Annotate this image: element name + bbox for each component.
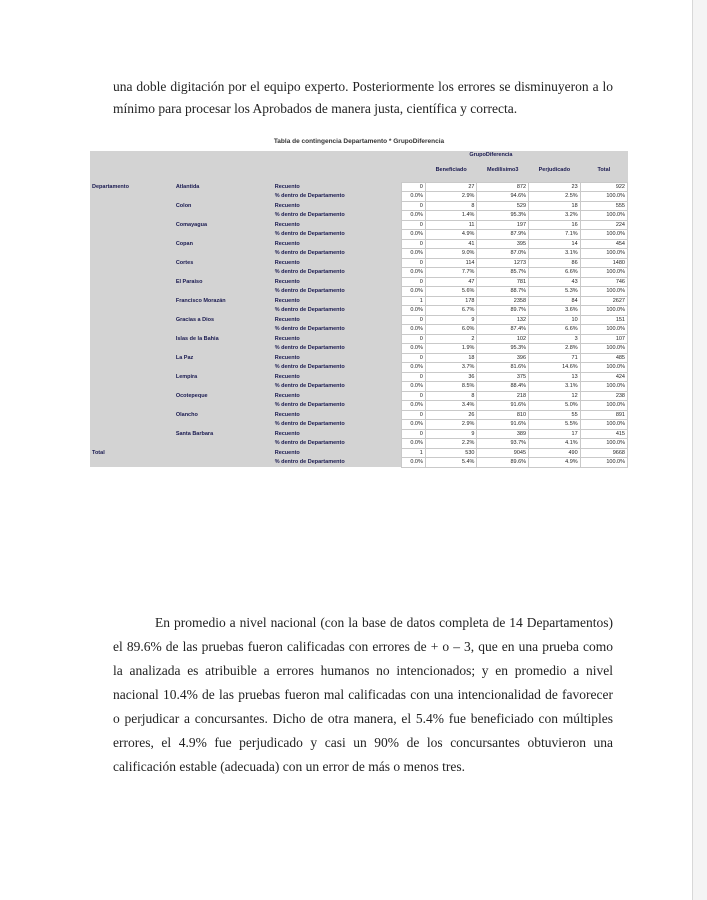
table-title: Tabla de contingencia Departamento * GrupoDiferencia — [273, 138, 445, 145]
table-cell: 7.7% — [425, 268, 477, 278]
department-name-blank — [174, 401, 273, 411]
table-cell: 0.0% — [402, 230, 426, 240]
table-cell: 0 — [402, 334, 426, 344]
stat-label: Recuento — [273, 277, 402, 287]
table-cell: 238 — [580, 391, 627, 401]
row-label-blank — [90, 353, 174, 363]
department-name-blank — [174, 287, 273, 297]
table-row — [90, 201, 628, 211]
table-cell: 87.9% — [477, 230, 529, 240]
table-cell: 18 — [425, 353, 477, 363]
table-row — [90, 334, 628, 344]
table-cell: 16 — [529, 220, 581, 230]
table-cell: 100.0% — [580, 230, 627, 240]
table-row — [90, 268, 628, 278]
row-label-blank — [90, 211, 174, 221]
table-cell: 100.0% — [580, 420, 627, 430]
stat-label: % dentro de Departamento — [273, 192, 402, 202]
table-cell: 47 — [425, 277, 477, 287]
table-cell: 0.0% — [402, 268, 426, 278]
table-cell: 0.0% — [402, 382, 426, 392]
table-body — [90, 182, 628, 467]
table-cell: 14 — [529, 239, 581, 249]
row-label-blank — [90, 277, 174, 287]
table-cell: 0.0% — [402, 192, 426, 202]
table-cell: 218 — [477, 391, 529, 401]
table-row — [90, 372, 628, 382]
row-label-blank — [90, 334, 174, 344]
table-row — [90, 325, 628, 335]
department-name-blank — [174, 363, 273, 373]
table-cell: 0.0% — [402, 344, 426, 354]
table-cell: 100.0% — [580, 382, 627, 392]
table-cell: 485 — [580, 353, 627, 363]
stat-label: % dentro de Departamento — [273, 344, 402, 354]
table-cell: 12 — [529, 391, 581, 401]
table-row — [90, 401, 628, 411]
table-row — [90, 344, 628, 354]
row-label-blank — [90, 391, 174, 401]
table-cell: 530 — [425, 448, 477, 458]
table-cell: 0 — [402, 315, 426, 325]
table-cell: 1480 — [580, 258, 627, 268]
table-row — [90, 230, 628, 240]
department-name-blank — [174, 344, 273, 354]
table-cell: 1 — [402, 296, 426, 306]
table-cell: 100.0% — [580, 287, 627, 297]
table-cell: 3.1% — [529, 249, 581, 259]
row-label-blank — [90, 306, 174, 316]
table-row — [90, 211, 628, 221]
table-cell: 2.2% — [425, 439, 477, 449]
table-cell: 95.3% — [477, 344, 529, 354]
stat-label: % dentro de Departamento — [273, 439, 402, 449]
table-cell: 1.4% — [425, 211, 477, 221]
table-row — [90, 420, 628, 430]
row-label-blank — [90, 315, 174, 325]
department-name-blank — [174, 306, 273, 316]
row-label-blank — [90, 239, 174, 249]
row-label-blank — [90, 268, 174, 278]
contingency-table — [90, 151, 628, 468]
table-cell: 87.0% — [477, 249, 529, 259]
department-name-blank — [174, 249, 273, 259]
table-cell: 132 — [477, 315, 529, 325]
department-name: Olancho — [174, 410, 273, 420]
row-label-blank — [90, 372, 174, 382]
table-cell: 41 — [425, 239, 477, 249]
table-row — [90, 353, 628, 363]
row-label-blank — [90, 439, 174, 449]
department-name: Francisco Morazán — [174, 296, 273, 306]
table-header-row-group — [90, 151, 628, 160]
table-cell: 114 — [425, 258, 477, 268]
table-cell: 555 — [580, 201, 627, 211]
table-cell: 85.7% — [477, 268, 529, 278]
table-row — [90, 448, 628, 458]
table-cell: 529 — [477, 201, 529, 211]
table-cell: 424 — [580, 372, 627, 382]
table-cell: 89.7% — [477, 306, 529, 316]
table-cell: 0 — [402, 372, 426, 382]
stat-label: Recuento — [273, 315, 402, 325]
table-row — [90, 429, 628, 439]
stat-label: Recuento — [273, 353, 402, 363]
table-cell: 0 — [402, 410, 426, 420]
stat-label: % dentro de Departamento — [273, 401, 402, 411]
table-cell: 94.6% — [477, 192, 529, 202]
page-edge — [692, 0, 693, 900]
table-cell: 4.1% — [529, 439, 581, 449]
stat-label: Recuento — [273, 448, 402, 458]
table-header-row-columns — [90, 160, 628, 183]
table-cell: 0 — [402, 182, 426, 192]
table-cell: 2.9% — [425, 420, 477, 430]
table-cell: 0.0% — [402, 306, 426, 316]
table-cell: 810 — [477, 410, 529, 420]
table-cell: 9668 — [580, 448, 627, 458]
table-cell: 95.3% — [477, 211, 529, 221]
table-cell: 4.9% — [425, 230, 477, 240]
table-cell: 17 — [529, 429, 581, 439]
table-cell: 7.1% — [529, 230, 581, 240]
table-cell: 87.4% — [477, 325, 529, 335]
table-cell: 872 — [477, 182, 529, 192]
department-name: Cortes — [174, 258, 273, 268]
department-name: Gracias a Dios — [174, 315, 273, 325]
stat-label: % dentro de Departamento — [273, 382, 402, 392]
table-row — [90, 410, 628, 420]
table-row — [90, 192, 628, 202]
table-cell: 91.6% — [477, 420, 529, 430]
table-cell: 14.6% — [529, 363, 581, 373]
table-row — [90, 458, 628, 468]
table-cell: 1 — [402, 448, 426, 458]
table-cell: 454 — [580, 239, 627, 249]
department-name: Ocotepeque — [174, 391, 273, 401]
row-label-blank — [90, 325, 174, 335]
body-paragraph — [113, 611, 613, 779]
table-cell: 197 — [477, 220, 529, 230]
department-name-blank — [174, 211, 273, 221]
table-cell: 3 — [529, 334, 581, 344]
department-name-blank — [174, 458, 273, 468]
table-cell: 0.0% — [402, 458, 426, 468]
table-cell: 13 — [529, 372, 581, 382]
department-name: Lempira — [174, 372, 273, 382]
table-cell: 0.0% — [402, 420, 426, 430]
row-label-blank — [90, 410, 174, 420]
table-cell: 891 — [580, 410, 627, 420]
department-name: Santa Barbara — [174, 429, 273, 439]
header-blank-total — [580, 151, 627, 160]
table-cell: 6.6% — [529, 268, 581, 278]
department-name: La Paz — [174, 353, 273, 363]
table-cell: 2627 — [580, 296, 627, 306]
row-label-blank — [90, 344, 174, 354]
stat-label: % dentro de Departamento — [273, 268, 402, 278]
table-cell: 6.7% — [425, 306, 477, 316]
row-label-blank — [90, 192, 174, 202]
table-cell: 151 — [580, 315, 627, 325]
table-cell: 10 — [529, 315, 581, 325]
table-row — [90, 382, 628, 392]
table-cell: 2.5% — [529, 192, 581, 202]
table-cell: 0.0% — [402, 439, 426, 449]
department-name: Atlantida — [174, 182, 273, 192]
table-row — [90, 296, 628, 306]
table-cell: 0 — [402, 201, 426, 211]
table-cell: 11 — [425, 220, 477, 230]
intro-paragraph — [113, 76, 613, 120]
stat-label: % dentro de Departamento — [273, 458, 402, 468]
table-cell: 100.0% — [580, 344, 627, 354]
table-cell: 5.0% — [529, 401, 581, 411]
table-cell: 91.6% — [477, 401, 529, 411]
table-cell: 2.9% — [425, 192, 477, 202]
table-cell: 5.5% — [529, 420, 581, 430]
table-cell: 9.0% — [425, 249, 477, 259]
table-cell: 8 — [425, 391, 477, 401]
table-cell: 0.0% — [402, 211, 426, 221]
page-margin — [693, 0, 707, 900]
header-blank — [90, 151, 402, 160]
table-cell: 2.8% — [529, 344, 581, 354]
table-cell: 43 — [529, 277, 581, 287]
contingency-table-block — [90, 138, 628, 468]
row-label-blank — [90, 201, 174, 211]
table-cell: 396 — [477, 353, 529, 363]
column-header: Perjudicado — [529, 160, 581, 183]
row-label-blank — [90, 420, 174, 430]
row-label-blank — [90, 249, 174, 259]
table-row — [90, 287, 628, 297]
group-header: GrupoDiferencia — [402, 151, 580, 160]
table-cell: 746 — [580, 277, 627, 287]
table-cell: 71 — [529, 353, 581, 363]
row-label-blank — [90, 382, 174, 392]
table-cell: 6.6% — [529, 325, 581, 335]
table-cell: 0 — [402, 391, 426, 401]
stat-label: Recuento — [273, 220, 402, 230]
table-row — [90, 315, 628, 325]
department-name: Islas de la Bahia — [174, 334, 273, 344]
stat-label: % dentro de Departamento — [273, 306, 402, 316]
table-cell: 100.0% — [580, 249, 627, 259]
department-name-blank — [174, 382, 273, 392]
table-cell: 375 — [477, 372, 529, 382]
row-label-blank — [90, 458, 174, 468]
column-header: Medilisimo3 — [477, 160, 529, 183]
table-cell: 81.6% — [477, 363, 529, 373]
table-row — [90, 220, 628, 230]
table-row — [90, 439, 628, 449]
table-cell: 100.0% — [580, 401, 627, 411]
column-header: Total — [580, 160, 627, 183]
table-cell: 490 — [529, 448, 581, 458]
stat-label: Recuento — [273, 429, 402, 439]
table-cell: 3.1% — [529, 382, 581, 392]
row-variable-label: Departamento — [90, 182, 174, 192]
column-header: Beneficiado — [425, 160, 477, 183]
department-name: El Paraiso — [174, 277, 273, 287]
table-cell: 3.4% — [425, 401, 477, 411]
table-cell: 100.0% — [580, 192, 627, 202]
table-cell: 395 — [477, 239, 529, 249]
table-row — [90, 277, 628, 287]
table-cell: 84 — [529, 296, 581, 306]
table-row — [90, 249, 628, 259]
table-cell: 0.0% — [402, 287, 426, 297]
table-cell: 88.7% — [477, 287, 529, 297]
stat-label: Recuento — [273, 334, 402, 344]
table-cell: 88.4% — [477, 382, 529, 392]
row-label-blank — [90, 258, 174, 268]
table-cell: 224 — [580, 220, 627, 230]
table-cell: 8 — [425, 201, 477, 211]
table-cell: 9045 — [477, 448, 529, 458]
intro-text: una doble digitación por el equipo experto. Posteriormente los errores se disminuyeron a lo mínimo para procesar los Aprobados de manera justa, científica y correcta. — [113, 79, 613, 116]
stat-label: Recuento — [273, 372, 402, 382]
table-cell: 5.6% — [425, 287, 477, 297]
table-cell: 0 — [402, 353, 426, 363]
table-cell: 0.0% — [402, 363, 426, 373]
table-cell: 100.0% — [580, 439, 627, 449]
table-cell: 6.0% — [425, 325, 477, 335]
stat-label: % dentro de Departamento — [273, 211, 402, 221]
department-name-blank — [174, 230, 273, 240]
table-cell: 8.5% — [425, 382, 477, 392]
row-label-blank — [90, 429, 174, 439]
table-cell: 0 — [402, 258, 426, 268]
table-cell: 18 — [529, 201, 581, 211]
table-cell: 55 — [529, 410, 581, 420]
header-blank-col0 — [402, 160, 426, 183]
department-name-blank — [174, 448, 273, 458]
stat-label: % dentro de Departamento — [273, 230, 402, 240]
table-cell: 0.0% — [402, 249, 426, 259]
table-cell: 1.9% — [425, 344, 477, 354]
table-cell: 0.0% — [402, 325, 426, 335]
row-label-blank — [90, 220, 174, 230]
table-cell: 102 — [477, 334, 529, 344]
table-cell: 0 — [402, 429, 426, 439]
row-label-blank — [90, 287, 174, 297]
department-name: Copan — [174, 239, 273, 249]
department-name-blank — [174, 420, 273, 430]
stat-label: % dentro de Departamento — [273, 325, 402, 335]
table-cell: 922 — [580, 182, 627, 192]
body-text: En promedio a nivel nacional (con la base de datos completa de 14 Departamentos) el 89.6% de las pruebas fueron calificadas con errores de + o – 3, que en una prueba como la analizada es atribuible a errores humanos no intencionados; y en promedio a nivel nacional 10.4% de las pruebas fueron mal calificadas con una intencionalidad de favorecer o perjudicar a concursantes. Dicho de otra manera, el 5.4% fue beneficiado con múltiples errores, el 4.9% fue perjudicado y casi un 90% de los concursantes obtuvieron una calificación estable (adecuada) con un error de más o menos tres. — [113, 615, 613, 774]
stat-label: Recuento — [273, 410, 402, 420]
department-name: Colon — [174, 201, 273, 211]
table-cell: 3.6% — [529, 306, 581, 316]
stat-label: Recuento — [273, 239, 402, 249]
table-cell: 23 — [529, 182, 581, 192]
table-cell: 0 — [402, 220, 426, 230]
table-cell: 5.3% — [529, 287, 581, 297]
stat-label: Recuento — [273, 391, 402, 401]
department-name: Comayagua — [174, 220, 273, 230]
header-blank — [90, 160, 402, 183]
table-cell: 100.0% — [580, 325, 627, 335]
table-cell: 0 — [402, 239, 426, 249]
table-cell: 89.6% — [477, 458, 529, 468]
table-row — [90, 306, 628, 316]
department-name-blank — [174, 268, 273, 278]
row-label-blank — [90, 363, 174, 373]
table-cell: 2 — [425, 334, 477, 344]
stat-label: % dentro de Departamento — [273, 363, 402, 373]
row-label-blank — [90, 230, 174, 240]
table-row — [90, 239, 628, 249]
table-cell: 100.0% — [580, 211, 627, 221]
table-cell: 5.4% — [425, 458, 477, 468]
table-cell: 100.0% — [580, 306, 627, 316]
stat-label: Recuento — [273, 258, 402, 268]
stat-label: % dentro de Departamento — [273, 249, 402, 259]
table-cell: 26 — [425, 410, 477, 420]
department-name-blank — [174, 439, 273, 449]
table-cell: 781 — [477, 277, 529, 287]
table-cell: 2358 — [477, 296, 529, 306]
department-name-blank — [174, 192, 273, 202]
table-cell: 100.0% — [580, 268, 627, 278]
table-cell: 100.0% — [580, 458, 627, 468]
table-cell: 3.2% — [529, 211, 581, 221]
row-label-blank — [90, 296, 174, 306]
table-cell: 93.7% — [477, 439, 529, 449]
table-cell: 389 — [477, 429, 529, 439]
table-row — [90, 391, 628, 401]
stat-label: Recuento — [273, 201, 402, 211]
table-cell: 415 — [580, 429, 627, 439]
table-cell: 36 — [425, 372, 477, 382]
table-cell: 0.0% — [402, 401, 426, 411]
table-cell: 178 — [425, 296, 477, 306]
table-cell: 86 — [529, 258, 581, 268]
total-label: Total — [90, 448, 174, 458]
table-cell: 9 — [425, 315, 477, 325]
stat-label: % dentro de Departamento — [273, 420, 402, 430]
table-row — [90, 258, 628, 268]
stat-label: Recuento — [273, 182, 402, 192]
table-cell: 1273 — [477, 258, 529, 268]
table-cell: 9 — [425, 429, 477, 439]
table-cell: 0 — [402, 277, 426, 287]
table-row — [90, 182, 628, 192]
department-name-blank — [174, 325, 273, 335]
table-row — [90, 363, 628, 373]
stat-label: Recuento — [273, 296, 402, 306]
stat-label: % dentro de Departamento — [273, 287, 402, 297]
table-cell: 100.0% — [580, 363, 627, 373]
table-cell: 27 — [425, 182, 477, 192]
table-cell: 107 — [580, 334, 627, 344]
row-label-blank — [90, 401, 174, 411]
table-cell: 3.7% — [425, 363, 477, 373]
table-cell: 4.9% — [529, 458, 581, 468]
